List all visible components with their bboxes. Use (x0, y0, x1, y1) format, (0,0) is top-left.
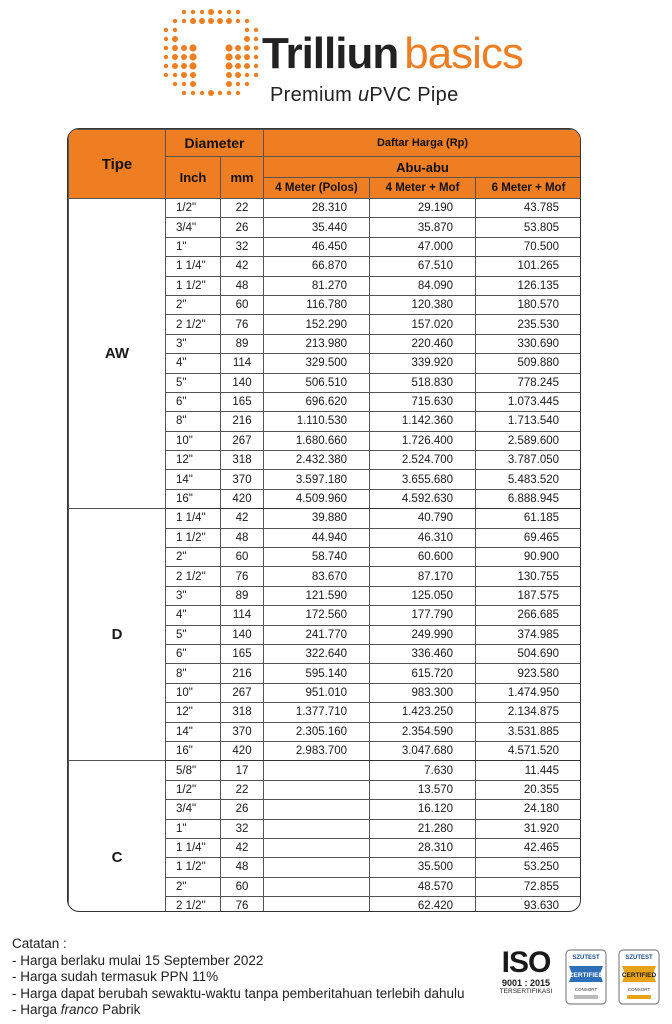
price-cell-p3: 130.755 (476, 567, 581, 586)
price-cell-p2: 21.280 (370, 819, 476, 838)
mm-cell: 420 (221, 489, 264, 508)
price-cell-p1: 35.440 (264, 218, 370, 237)
mm-cell: 370 (221, 722, 264, 741)
price-cell-p1: 951.010 (264, 683, 370, 702)
inch-cell: 2 1/2" (166, 897, 221, 912)
price-cell-p1 (264, 877, 370, 896)
inch-cell: 2 1/2" (166, 315, 221, 334)
inch-cell: 1/2" (166, 199, 221, 218)
price-cell-p3: 266.685 (476, 606, 581, 625)
inch-cell: 5" (166, 373, 221, 392)
price-cell-p3: 101.265 (476, 257, 581, 276)
price-cell-p3: 235.530 (476, 315, 581, 334)
badge-sub-text: CONSORT (574, 987, 598, 992)
price-cell-p1: 329.500 (264, 354, 370, 373)
certified-badge-icon (564, 948, 608, 1008)
note-franco-suffix: Pabrik (98, 1002, 141, 1017)
price-cell-p2: 336.460 (370, 644, 476, 663)
price-cell-p3: 330.690 (476, 334, 581, 353)
header-daftar-harga: Daftar Harga (Rp) (264, 130, 581, 157)
inch-cell: 2" (166, 877, 221, 896)
inch-cell: 1 1/2" (166, 276, 221, 295)
mm-cell: 267 (221, 431, 264, 450)
price-cell-p1: 2.305.160 (264, 722, 370, 741)
notes (12, 936, 465, 1019)
badge-gold-top-text: SZUTEST (625, 955, 653, 961)
price-cell-p3: 180.570 (476, 295, 581, 314)
mm-cell: 48 (221, 276, 264, 295)
price-cell-p2: 220.460 (370, 334, 476, 353)
mm-cell: 42 (221, 509, 264, 528)
mm-cell: 140 (221, 373, 264, 392)
price-cell-p3: 1.474.950 (476, 683, 581, 702)
price-table (67, 128, 581, 912)
price-cell-p2: 339.920 (370, 354, 476, 373)
inch-cell: 10" (166, 683, 221, 702)
certified-badge-gold-icon (617, 948, 661, 1008)
mm-cell: 89 (221, 334, 264, 353)
mm-cell: 32 (221, 237, 264, 256)
price-cell-p2: 2.524.700 (370, 451, 476, 470)
header-abu-abu: Abu-abu (264, 157, 581, 178)
price-cell-p3: 504.690 (476, 644, 581, 663)
price-cell-p3: 70.500 (476, 237, 581, 256)
price-cell-p1: 322.640 (264, 644, 370, 663)
inch-cell: 4" (166, 606, 221, 625)
mm-cell: 48 (221, 858, 264, 877)
price-cell-p2: 46.310 (370, 528, 476, 547)
price-cell-p3: 3.531.885 (476, 722, 581, 741)
price-cell-p1: 172.560 (264, 606, 370, 625)
iso-caption: TERSERTIFIKASI (499, 988, 553, 995)
price-cell-p3: 1.713.540 (476, 412, 581, 431)
inch-cell: 1 1/4" (166, 509, 221, 528)
inch-cell: 2" (166, 295, 221, 314)
price-cell-p1: 1.680.660 (264, 431, 370, 450)
mm-cell: 22 (221, 199, 264, 218)
inch-cell: 8" (166, 412, 221, 431)
price-cell-p3: 53.250 (476, 858, 581, 877)
price-cell-p1: 1.110.530 (264, 412, 370, 431)
price-cell-p2: 157.020 (370, 315, 476, 334)
price-cell-p2: 125.050 (370, 586, 476, 605)
price-cell-p3: 93.630 (476, 897, 581, 912)
mm-cell: 114 (221, 606, 264, 625)
mm-cell: 216 (221, 664, 264, 683)
tagline-rest: PVC Pipe (369, 84, 459, 106)
mm-cell: 76 (221, 897, 264, 912)
price-cell-p3: 6.888.945 (476, 489, 581, 508)
tipe-cell: C (69, 761, 166, 912)
price-cell-p1: 1.377.710 (264, 703, 370, 722)
price-cell-p3: 61.185 (476, 509, 581, 528)
notes-title: Catatan : (12, 936, 67, 951)
price-cell-p2: 47.000 (370, 237, 476, 256)
mm-cell: 42 (221, 257, 264, 276)
inch-cell: 1 1/4" (166, 838, 221, 857)
inch-cell: 14" (166, 470, 221, 489)
price-cell-p2: 62.420 (370, 897, 476, 912)
price-cell-p3: 43.785 (476, 199, 581, 218)
price-cell-p2: 40.790 (370, 509, 476, 528)
table-row (69, 199, 582, 218)
price-cell-p1: 39.880 (264, 509, 370, 528)
brand-name-suffix: basics (404, 29, 523, 78)
tipe-cell: AW (69, 199, 166, 509)
price-cell-p1 (264, 838, 370, 857)
mm-cell: 22 (221, 780, 264, 799)
price-cell-p3: 11.445 (476, 761, 581, 780)
header-6m-mof: 6 Meter + Mof (476, 178, 581, 199)
note-item: - Harga sudah termasuk PPN 11% (12, 969, 219, 984)
badge-gold-main-text: CERTIFIED (621, 972, 657, 979)
price-cell-p2: 29.190 (370, 199, 476, 218)
price-cell-p1: 152.290 (264, 315, 370, 334)
price-cell-p2: 67.510 (370, 257, 476, 276)
inch-cell: 14" (166, 722, 221, 741)
price-cell-p2: 2.354.590 (370, 722, 476, 741)
price-cell-p1: 44.940 (264, 528, 370, 547)
note-item: - Harga dapat berubah sewaktu-waktu tanpa pemberitahuan terlebih dahulu (12, 985, 465, 1001)
price-cell-p3: 2.589.600 (476, 431, 581, 450)
mm-cell: 32 (221, 819, 264, 838)
price-cell-p1 (264, 800, 370, 819)
price-cell-p2: 1.726.400 (370, 431, 476, 450)
price-cell-p1: 213.980 (264, 334, 370, 353)
price-cell-p3: 923.580 (476, 664, 581, 683)
tipe-cell: D (69, 509, 166, 761)
note-item-franco (12, 1002, 465, 1019)
price-cell-p3: 31.920 (476, 819, 581, 838)
mm-cell: 318 (221, 451, 264, 470)
inch-cell: 3" (166, 586, 221, 605)
price-cell-p3: 5.483.520 (476, 470, 581, 489)
mm-cell: 267 (221, 683, 264, 702)
price-cell-p1: 506.510 (264, 373, 370, 392)
mm-cell: 89 (221, 586, 264, 605)
price-cell-p2: 48.570 (370, 877, 476, 896)
badge-top-text: SZUTEST (572, 955, 600, 961)
note-franco-italic: franco (60, 1002, 99, 1017)
price-cell-p3: 3.787.050 (476, 451, 581, 470)
price-cell-p2: 1.142.360 (370, 412, 476, 431)
price-cell-p1: 81.270 (264, 276, 370, 295)
mm-cell: 60 (221, 548, 264, 567)
header (0, 0, 672, 112)
table-row (69, 761, 582, 780)
mm-cell: 420 (221, 741, 264, 760)
price-cell-p3: 24.180 (476, 800, 581, 819)
header-4m-mof: 4 Meter + Mof (370, 178, 476, 199)
inch-cell: 3/4" (166, 800, 221, 819)
price-cell-p1: 2.983.700 (264, 741, 370, 760)
price-cell-p2: 177.790 (370, 606, 476, 625)
price-cell-p3: 4.571.520 (476, 741, 581, 760)
inch-cell: 1" (166, 819, 221, 838)
mm-cell: 48 (221, 528, 264, 547)
mm-cell: 216 (221, 412, 264, 431)
inch-cell: 2" (166, 548, 221, 567)
iso-number: 9001 : 2015 (501, 978, 551, 988)
header-tipe: Tipe (69, 130, 166, 199)
mm-cell: 26 (221, 800, 264, 819)
price-cell-p2: 615.720 (370, 664, 476, 683)
inch-cell: 12" (166, 703, 221, 722)
tagline (270, 84, 459, 107)
badge-main-text: CERTIFIED (568, 972, 604, 979)
price-cell-p2: 28.310 (370, 838, 476, 857)
inch-cell: 10" (166, 431, 221, 450)
price-cell-p2: 518.830 (370, 373, 476, 392)
price-cell-p2: 983.300 (370, 683, 476, 702)
price-cell-p3: 778.245 (476, 373, 581, 392)
price-cell-p3: 20.355 (476, 780, 581, 799)
inch-cell: 1 1/2" (166, 528, 221, 547)
price-cell-p1: 3.597.180 (264, 470, 370, 489)
price-cell-p2: 1.423.250 (370, 703, 476, 722)
price-cell-p2: 120.380 (370, 295, 476, 314)
mm-cell: 42 (221, 838, 264, 857)
price-cell-p3: 42.465 (476, 838, 581, 857)
price-cell-p3: 90.900 (476, 548, 581, 567)
mm-cell: 60 (221, 295, 264, 314)
price-cell-p2: 13.570 (370, 780, 476, 799)
price-cell-p3: 374.985 (476, 625, 581, 644)
price-cell-p1 (264, 780, 370, 799)
mm-cell: 140 (221, 625, 264, 644)
price-cell-p1: 58.740 (264, 548, 370, 567)
tagline-u: u (357, 84, 370, 106)
price-cell-p1 (264, 858, 370, 877)
inch-cell: 2 1/2" (166, 567, 221, 586)
price-cell-p2: 3.047.680 (370, 741, 476, 760)
price-cell-p1: 83.670 (264, 567, 370, 586)
price-cell-p2: 35.500 (370, 858, 476, 877)
price-cell-p1: 2.432.380 (264, 451, 370, 470)
brand-name (262, 30, 523, 78)
price-cell-p1: 696.620 (264, 392, 370, 411)
header-inch: Inch (166, 157, 221, 199)
price-cell-p1 (264, 897, 370, 912)
mm-cell: 114 (221, 354, 264, 373)
price-cell-p1 (264, 761, 370, 780)
header-4m-polos: 4 Meter (Polos) (264, 178, 370, 199)
price-cell-p3: 69.465 (476, 528, 581, 547)
inch-cell: 6" (166, 392, 221, 411)
inch-cell: 16" (166, 741, 221, 760)
price-cell-p3: 53.805 (476, 218, 581, 237)
price-cell-p2: 3.655.680 (370, 470, 476, 489)
price-cell-p3: 72.855 (476, 877, 581, 896)
price-cell-p2: 715.630 (370, 392, 476, 411)
price-cell-p2: 87.170 (370, 567, 476, 586)
inch-cell: 16" (166, 489, 221, 508)
iso-label: ISO (501, 946, 551, 979)
price-cell-p2: 35.870 (370, 218, 476, 237)
header-diameter: Diameter (166, 130, 264, 157)
price-cell-p3: 187.575 (476, 586, 581, 605)
price-cell-p3: 1.073.445 (476, 392, 581, 411)
inch-cell: 6" (166, 644, 221, 663)
inch-cell: 5/8" (166, 761, 221, 780)
tagline-prefix: Premium (270, 84, 358, 106)
brand-name-main: Trilliun (262, 29, 399, 78)
price-cell-p3: 509.880 (476, 354, 581, 373)
inch-cell: 3/4" (166, 218, 221, 237)
inch-cell: 12" (166, 451, 221, 470)
price-cell-p2: 16.120 (370, 800, 476, 819)
trilliun-logo-icon (160, 6, 260, 98)
note-franco-prefix: - Harga (12, 1002, 61, 1017)
mm-cell: 370 (221, 470, 264, 489)
price-cell-p2: 7.630 (370, 761, 476, 780)
price-cell-p2: 249.990 (370, 625, 476, 644)
inch-cell: 4" (166, 354, 221, 373)
price-cell-p1: 28.310 (264, 199, 370, 218)
price-cell-p1: 66.870 (264, 257, 370, 276)
inch-cell: 1 1/4" (166, 257, 221, 276)
mm-cell: 318 (221, 703, 264, 722)
note-item: - Harga berlaku mulai 15 September 2022 (12, 952, 264, 968)
price-cell-p2: 4.592.630 (370, 489, 476, 508)
price-cell-p1: 595.140 (264, 664, 370, 683)
mm-cell: 76 (221, 567, 264, 586)
price-cell-p3: 126.135 (476, 276, 581, 295)
price-cell-p2: 84.090 (370, 276, 476, 295)
inch-cell: 3" (166, 334, 221, 353)
table-row (69, 509, 582, 528)
mm-cell: 17 (221, 761, 264, 780)
price-cell-p1: 116.780 (264, 295, 370, 314)
mm-cell: 165 (221, 644, 264, 663)
price-cell-p1: 4.509.960 (264, 489, 370, 508)
badge-gold-sub-text: CONSORT (627, 987, 651, 992)
inch-cell: 5" (166, 625, 221, 644)
inch-cell: 1 1/2" (166, 858, 221, 877)
price-cell-p1: 121.590 (264, 586, 370, 605)
inch-cell: 8" (166, 664, 221, 683)
header-mm: mm (221, 157, 264, 199)
mm-cell: 76 (221, 315, 264, 334)
mm-cell: 165 (221, 392, 264, 411)
price-cell-p1: 46.450 (264, 237, 370, 256)
inch-cell: 1/2" (166, 780, 221, 799)
price-cell-p2: 60.600 (370, 548, 476, 567)
price-cell-p1 (264, 819, 370, 838)
price-cell-p1: 241.770 (264, 625, 370, 644)
iso-certification (498, 948, 554, 996)
inch-cell: 1" (166, 237, 221, 256)
mm-cell: 60 (221, 877, 264, 896)
mm-cell: 26 (221, 218, 264, 237)
price-cell-p3: 2.134.875 (476, 703, 581, 722)
